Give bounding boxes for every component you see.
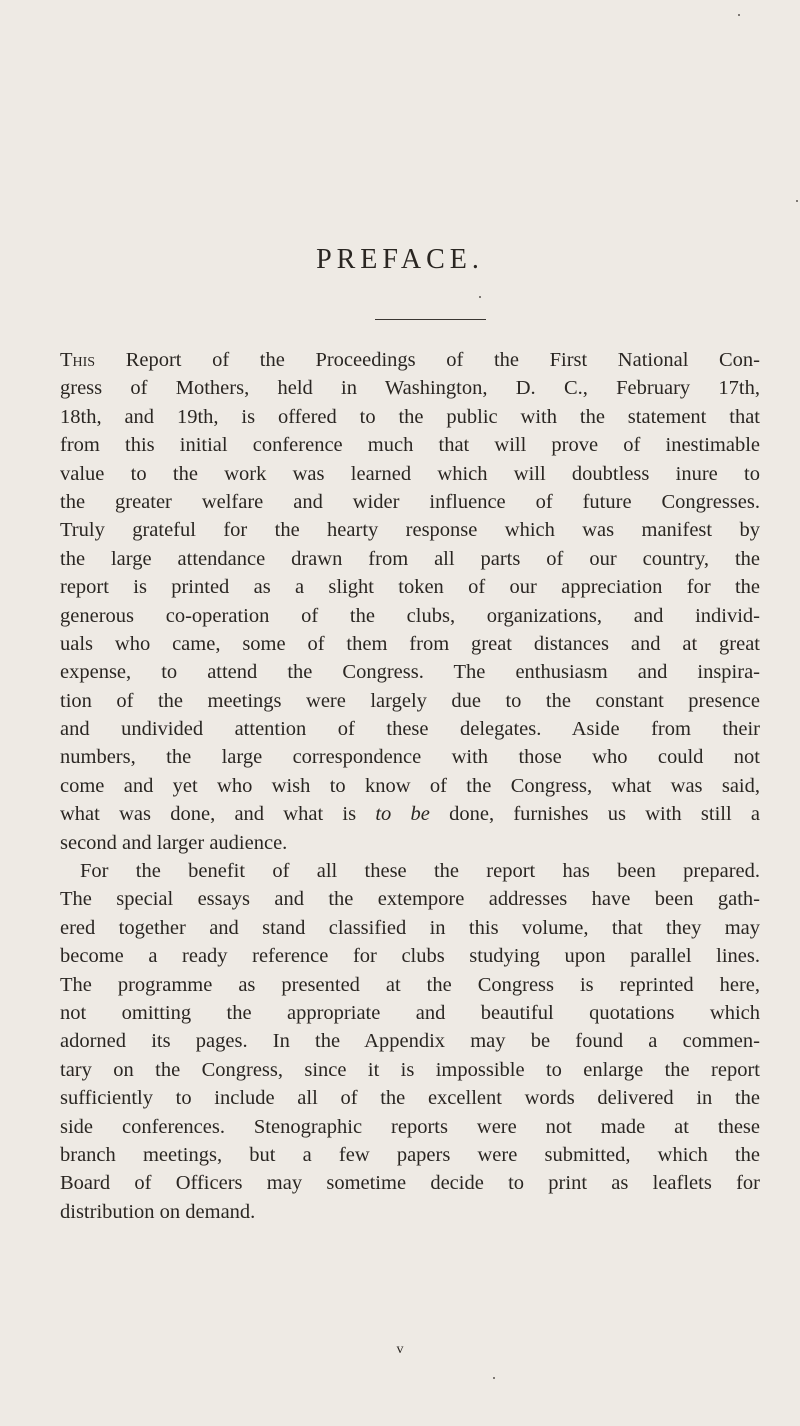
text-line: The programme as presented at the Congress is reprinted here,: [60, 973, 760, 996]
text-line: branch meetings, but a few papers were submitted, which the: [60, 1143, 760, 1166]
text-line: what was done, and what is to be done, furnishes us with still a: [60, 803, 760, 826]
text-line: the large attendance drawn from all parts of our country, the: [60, 547, 760, 570]
text-line: sufficiently to include all of the excellent words delivered in the: [60, 1087, 760, 1110]
italic-emphasis: to be: [375, 803, 430, 826]
text-line: gress of Mothers, held in Washington, D. C., February 17th,: [60, 377, 760, 400]
text-line: numbers, the large correspondence with those who could not: [60, 746, 760, 769]
text-line: This Report of the Proceedings of the First National Con-: [60, 349, 760, 371]
text-line: expense, to attend the Congress. The enthusiasm and inspira-: [60, 661, 760, 684]
text-line: side conferences. Stenographic reports were not made at these: [60, 1115, 760, 1138]
text-line: Board of Officers may sometime decide to print as leaflets for: [60, 1172, 760, 1195]
paragraph-1: [60, 346, 760, 857]
text-line: tary on the Congress, since it is impossible to enlarge the report: [60, 1058, 760, 1081]
text-line: the greater welfare and wider influence of future Congresses.: [60, 490, 760, 513]
text-line: adorned its pages. In the Appendix may be found a commen-: [60, 1030, 760, 1053]
lead-word: This: [60, 349, 96, 371]
text-line: distribution on demand.: [60, 1200, 256, 1223]
text-line: generous co-operation of the clubs, organizations, and individ-: [60, 604, 760, 627]
text-line: report is printed as a slight token of our appreciation for the: [60, 576, 760, 599]
text-line: and undivided attention of these delegates. Aside from their: [60, 718, 760, 741]
text-line: become a ready reference for clubs studying upon parallel lines.: [60, 945, 760, 968]
paper-speck: [796, 200, 798, 202]
paper-speck: [479, 296, 481, 298]
text-line: come and yet who wish to know of the Congress, what was said,: [60, 774, 760, 797]
text-line: For the benefit of all these the report has been prepared.: [80, 860, 760, 883]
paper-speck: [493, 1377, 495, 1379]
page-title: PREFACE.: [316, 244, 484, 275]
preface-body: [60, 346, 760, 1226]
text-line: The special essays and the extempore addresses have been gath-: [60, 888, 760, 911]
text-line: 18th, and 19th, is offered to the public with the statement that: [60, 405, 760, 428]
text-line: Truly grateful for the hearty response which was manifest by: [60, 519, 760, 542]
paragraph-2: [60, 857, 760, 1226]
text-line: ered together and stand classified in this volume, that they may: [60, 916, 760, 939]
page-number: v: [396, 1342, 404, 1357]
text-line: second and larger audience.: [60, 831, 288, 854]
text-line: not omitting the appropriate and beautiful quotations which: [60, 1001, 760, 1024]
text-line: from this initial conference much that will prove of inestimable: [60, 434, 760, 457]
paper-speck: [738, 14, 740, 16]
text-line: uals who came, some of them from great distances and at great: [60, 632, 760, 655]
text-line: value to the work was learned which will doubtless inure to: [60, 462, 760, 485]
title-divider: [375, 319, 486, 320]
text-line: tion of the meetings were largely due to the constant presence: [60, 689, 760, 712]
